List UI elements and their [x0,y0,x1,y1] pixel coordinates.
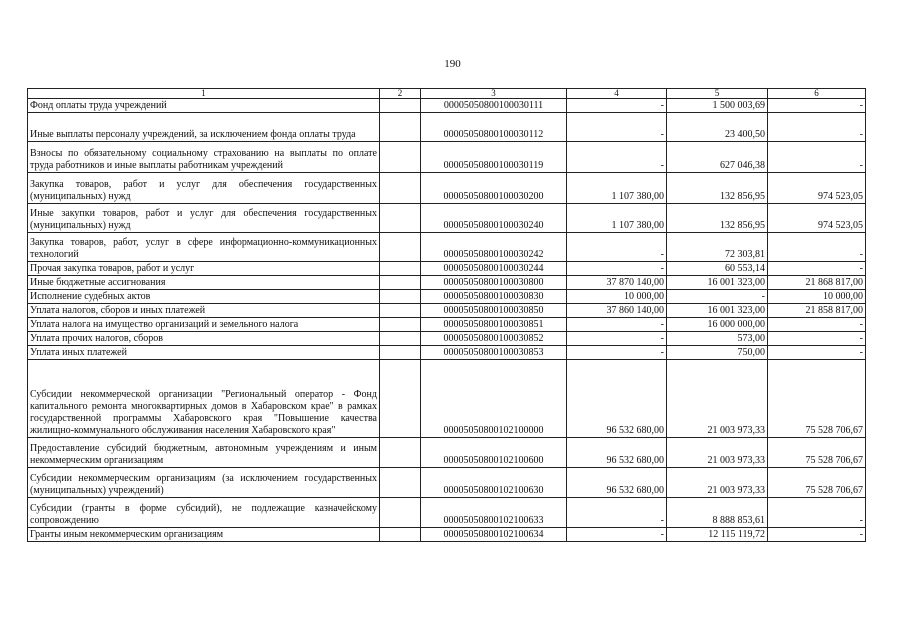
row-code: 00005050800102100634 [421,528,567,542]
column-header: 2 [380,89,421,99]
row-executed: 12 115 119,72 [667,528,768,542]
row-unexecuted: 974 523,05 [768,204,866,233]
row-col2 [380,173,421,204]
row-unexecuted: 21 858 817,00 [768,304,866,318]
row-approved: 96 532 680,00 [567,360,667,438]
row-approved: - [567,318,667,332]
row-unexecuted: - [768,318,866,332]
row-unexecuted: 10 000,00 [768,290,866,304]
row-name: Фонд оплаты труда учреждений [28,99,380,113]
row-approved: 10 000,00 [567,290,667,304]
column-header: 4 [567,89,667,99]
row-approved: 37 870 140,00 [567,276,667,290]
row-code: 00005050800102100600 [421,438,567,468]
row-name: Иные закупки товаров, работ и услуг для обеспечения государственных (муниципальных) нужд [28,204,380,233]
row-code: 00005050800100030800 [421,276,567,290]
row-executed: 1 500 003,69 [667,99,768,113]
row-unexecuted: - [768,142,866,173]
row-executed: 60 553,14 [667,262,768,276]
row-executed: 21 003 973,33 [667,468,768,498]
table-row [28,468,866,498]
row-code: 00005050800100030853 [421,346,567,360]
row-code: 00005050800100030242 [421,233,567,262]
table-row [28,438,866,468]
row-executed: 16 001 323,00 [667,276,768,290]
row-approved: - [567,233,667,262]
row-code: 00005050800100030850 [421,304,567,318]
row-executed: 132 856,95 [667,204,768,233]
row-name: Закупка товаров, работ, услуг в сфере информационно-коммуникационных технологий [28,233,380,262]
table-row [28,204,866,233]
table-row [28,233,866,262]
row-unexecuted: 21 868 817,00 [768,276,866,290]
row-approved: - [567,498,667,528]
table-header-row [28,89,866,99]
row-unexecuted: 974 523,05 [768,173,866,204]
table-row [28,276,866,290]
row-name: Взносы по обязательному социальному страхованию на выплаты по оплате труда работников и иные выплаты работникам учреждений [28,142,380,173]
row-approved: 1 107 380,00 [567,173,667,204]
row-name: Закупка товаров, работ и услуг для обеспечения государственных (муниципальных) нужд [28,173,380,204]
row-code: 00005050800100030112 [421,113,567,142]
row-unexecuted: - [768,332,866,346]
row-approved: - [567,113,667,142]
row-col2 [380,204,421,233]
row-executed: 16 001 323,00 [667,304,768,318]
row-unexecuted: - [768,346,866,360]
column-header: 6 [768,89,866,99]
row-col2 [380,468,421,498]
table-row [28,318,866,332]
row-executed: 750,00 [667,346,768,360]
row-col2 [380,276,421,290]
row-col2 [380,290,421,304]
row-approved: - [567,346,667,360]
row-unexecuted: - [768,99,866,113]
table-row [28,290,866,304]
row-approved: 96 532 680,00 [567,438,667,468]
row-code: 00005050800100030111 [421,99,567,113]
row-name: Уплата иных платежей [28,346,380,360]
row-col2 [380,498,421,528]
table-row [28,332,866,346]
row-executed: - [667,290,768,304]
row-executed: 21 003 973,33 [667,438,768,468]
row-unexecuted: - [768,262,866,276]
row-col2 [380,262,421,276]
table-row [28,498,866,528]
row-executed: 72 303,81 [667,233,768,262]
row-code: 00005050800100030240 [421,204,567,233]
row-approved: 1 107 380,00 [567,204,667,233]
row-code: 00005050800100030244 [421,262,567,276]
table-row [28,528,866,542]
page-number: 190 [444,58,461,70]
row-col2 [380,346,421,360]
row-name: Гранты иным некоммерческим организациям [28,528,380,542]
row-col2 [380,360,421,438]
table-row [28,346,866,360]
row-unexecuted: - [768,498,866,528]
row-code: 00005050800100030851 [421,318,567,332]
table-row [28,173,866,204]
row-executed: 16 000 000,00 [667,318,768,332]
row-unexecuted: - [768,528,866,542]
row-name: Прочая закупка товаров, работ и услуг [28,262,380,276]
row-name: Иные выплаты персоналу учреждений, за исключением фонда оплаты труда [28,113,380,142]
row-approved: - [567,142,667,173]
row-approved: - [567,528,667,542]
row-name: Субсидии (гранты в форме субсидий), не подлежащие казначейскому сопровождению [28,498,380,528]
row-name: Предоставление субсидий бюджетным, автономным учреждениям и иным некоммерческим организациям [28,438,380,468]
row-unexecuted: 75 528 706,67 [768,468,866,498]
column-header: 1 [28,89,380,99]
row-executed: 21 003 973,33 [667,360,768,438]
row-approved: - [567,262,667,276]
row-code: 00005050800100030200 [421,173,567,204]
row-approved: - [567,332,667,346]
row-col2 [380,318,421,332]
row-name: Субсидии некоммерческим организациям (за исключением государственных (муниципальных) учреждений) [28,468,380,498]
row-col2 [380,233,421,262]
budget-table [27,88,866,542]
row-code: 00005050800100030852 [421,332,567,346]
row-col2 [380,304,421,318]
row-executed: 8 888 853,61 [667,498,768,528]
row-col2 [380,99,421,113]
table-row [28,360,866,438]
table-row [28,304,866,318]
row-name: Уплата налога на имущество организаций и земельного налога [28,318,380,332]
row-code: 00005050800102100630 [421,468,567,498]
row-unexecuted: - [768,113,866,142]
table-row [28,262,866,276]
column-header: 3 [421,89,567,99]
row-col2 [380,332,421,346]
row-code: 00005050800100030119 [421,142,567,173]
row-col2 [380,438,421,468]
row-unexecuted: 75 528 706,67 [768,438,866,468]
row-unexecuted: - [768,233,866,262]
row-name: Исполнение судебных актов [28,290,380,304]
row-name: Уплата прочих налогов, сборов [28,332,380,346]
row-name: Субсидии некоммерческой организации "Региональный оператор - Фонд капитального ремонта многоквартирных домов в Хабаровском крае" в рамках государственной программы Хабаровского края "Повышение качества жилищно-коммунального обслуживания населения Хабаровского края" [28,360,380,438]
row-executed: 627 046,38 [667,142,768,173]
row-code: 00005050800102100633 [421,498,567,528]
row-col2 [380,113,421,142]
table-row [28,99,866,113]
row-name: Иные бюджетные ассигнования [28,276,380,290]
row-approved: 96 532 680,00 [567,468,667,498]
row-executed: 23 400,50 [667,113,768,142]
row-code: 00005050800100030830 [421,290,567,304]
column-header: 5 [667,89,768,99]
row-col2 [380,142,421,173]
row-executed: 573,00 [667,332,768,346]
row-code: 00005050800102100000 [421,360,567,438]
row-unexecuted: 75 528 706,67 [768,360,866,438]
row-name: Уплата налогов, сборов и иных платежей [28,304,380,318]
table-row [28,113,866,142]
row-approved: - [567,99,667,113]
row-approved: 37 860 140,00 [567,304,667,318]
row-executed: 132 856,95 [667,173,768,204]
row-col2 [380,528,421,542]
table-row [28,142,866,173]
